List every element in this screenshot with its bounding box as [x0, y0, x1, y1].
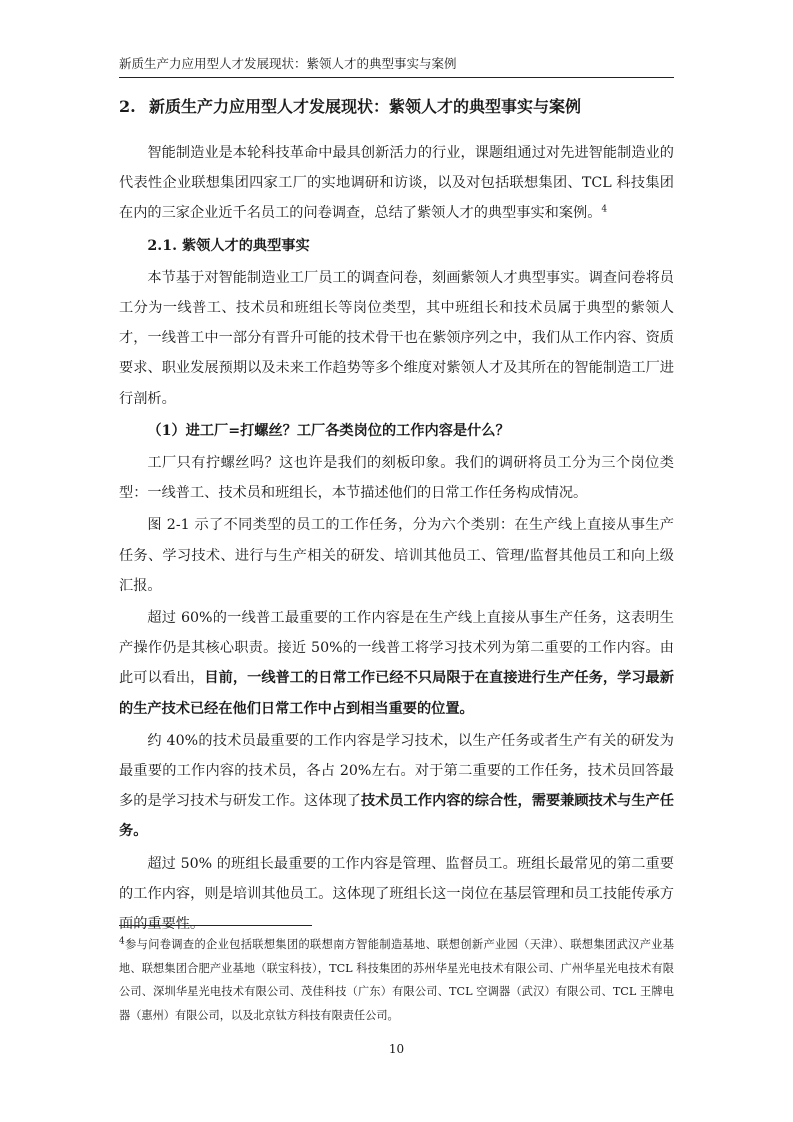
subsection-heading: 2.1. 紫领人才的典型事实	[147, 237, 310, 254]
footnote	[119, 933, 674, 1027]
question-heading: （1）进工厂=打螺丝？工厂各类岗位的工作内容是什么？	[147, 422, 510, 439]
intro-text: 智能制造业是本轮科技革命中最具创新活力的行业，课题组通过对先进智能制造业的代表性企业联想集团四家工厂的实地调研和访谈，以及对包括联想集团、TCL 科技集团在内的三家企业近千名员工的问卷调查，总结了紫领人才的典型事实和案例。	[119, 145, 674, 222]
technicians-text: 约 40%的技术员最重要的工作内容是学习技术，以生产任务或者生产有关的研发为最重要的工作内容的技术员，各占 20%左右。对于第二重要的工作任务，技术员回答最多的是学习技术与研发工作。这体现了	[119, 732, 674, 810]
page-number: 10	[388, 1042, 405, 1056]
main-body	[119, 138, 674, 941]
paragraph-line-workers	[119, 603, 674, 724]
footnote-divider	[119, 925, 312, 926]
running-header-title: 新质生产力应用型人才发展现状：紫领人才的典型事实与案例	[119, 56, 457, 71]
footnote-mark: 4	[119, 936, 125, 947]
line-workers-emphasis: 目前，一线普工的日常工作已经不只局限于在直接进行生产任务，学习最新的生产技术已经在他们日常工作中占到相当重要的位置。	[119, 670, 674, 717]
paragraph-team-leaders: 超过 50% 的班组长最重要的工作内容是管理、监督员工。班组长最常见的第二重要的工作内容，则是培训其他员工。这体现了班组长这一岗位在基层管理和员工技能传承方面的重要性。	[119, 855, 674, 933]
intro-paragraph	[119, 138, 674, 229]
paragraph-figure-description: 图 2-1 示了不同类型的员工的工作任务，分为六个类别：在生产线上直接从事生产任务、学习技术、进行与生产相关的研发、培训其他员工、管理/监督其他员工和向上级汇报。	[119, 517, 674, 594]
line-workers-text: 超过 60%的一线普工最重要的工作内容是在生产线上直接从事生产任务，这表明生产操作仍是其核心职责。接近 50%的一线普工将学习技术列为第二重要的工作内容。由此可以看出，	[119, 610, 674, 687]
technicians-emphasis: 技术员工作内容的综合性，需要兼顾技术与生产任务。	[119, 793, 674, 840]
section-number: 2.	[119, 97, 136, 116]
footnote-ref[interactable]: 4	[601, 204, 608, 215]
section-title-text: 新质生产力应用型人才发展现状：紫领人才的典型事实与案例	[149, 97, 582, 116]
paragraph-stereotype: 工厂只有拧螺丝吗？这也许是我们的刻板印象。我们的调研将员工分为三个岗位类型：一线普工、技术员和班组长，本节描述他们的日常工作任务构成情况。	[119, 455, 674, 502]
paragraph-technicians	[119, 726, 674, 847]
paragraph-survey-overview: 本节基于对智能制造业工厂员工的调查问卷，刻画紫领人才典型事实。调查问卷将员工分为一线普工、技术员和班组长等岗位类型，其中班组长和技术员属于典型的紫领人才，一线普工中一部分有晋升可能的技术骨干也在紫领序列之中，我们从工作内容、资质要求、职业发展预期以及未来工作趋势等多个维度对紫领人才及其所在的智能制造工厂进行剖析。	[119, 269, 674, 407]
section-heading	[119, 96, 674, 118]
footnote-text: 参与问卷调查的企业包括联想集团的联想南方智能制造基地、联想创新产业园（天津）、联想集团武汉产业基地、联想集团合肥产业基地（联宝科技），TCL 科技集团的苏州华星光电技术有限公司、广州华星光电技术有限公司、深圳华星光电技术有限公司、茂佳科技（广东）有限公司、TCL 空调器（武汉）有限公司、TCL 王牌电器（惠州）有限公司，以及北京钛方科技有限责任公司。	[119, 938, 674, 1022]
running-header	[119, 56, 674, 78]
